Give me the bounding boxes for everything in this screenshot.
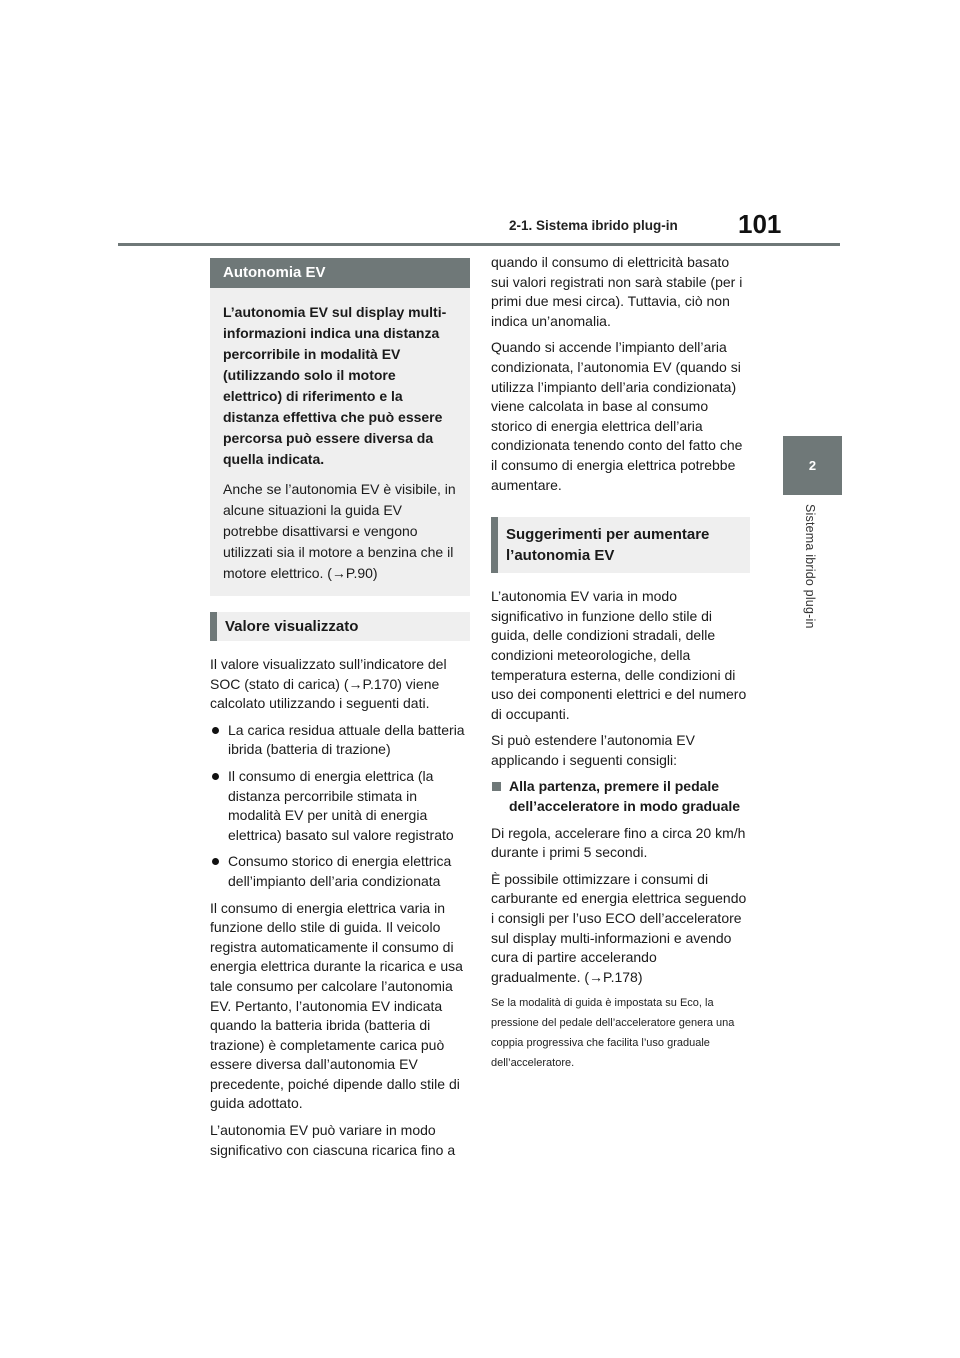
list-item: Consumo storico di energia elettrica dell’impianto dell’aria condizionata — [210, 852, 470, 891]
intro-paragraph: Il valore visualizzato sull’indicatore del SOC (stato di carica) (→P.170) viene calcolato utilizzando i seguenti dati. — [210, 656, 447, 712]
info-box-text: Anche se l’autonomia EV è visibile, in alcune situazioni la guida EV potrebbe disattivarsi e vengono utilizzati sia il motore a benzina che il motore elettrico. (→P.90) — [223, 481, 456, 581]
header-divider — [118, 243, 840, 246]
body-paragraph: L’autonomia EV varia in modo significativo in funzione dello stile di guida, delle condizioni stradali, delle condizioni meteorologiche, della temperatura esterna, delle condizioni di uso dei componenti elettrici e del numero di occupanti. — [491, 588, 747, 722]
list-item: La carica residua attuale della batteria ibrida (batteria di trazione) — [210, 721, 470, 760]
left-column — [210, 258, 470, 1160]
right-column — [491, 253, 750, 1073]
list-item: Il consumo di energia elettrica (la distanza percorribile stimata in modalità EV per unità di energia elettrica) basato sul valore registrato — [210, 767, 470, 845]
info-box-bold-text: L’autonomia EV sul display multi-informazioni indica una distanza percorribile in modalità EV (utilizzando solo il motore elettrico) di riferimento e la distanza effettiva che può essere percorsa può essere diversa da quella indicata. — [223, 304, 447, 467]
heading-autonomia-ev: Autonomia EV — [210, 258, 470, 288]
body-paragraph: quando il consumo di elettricità basato sui valori registrati non sarà stabile (per i primi due mesi circa). Tuttavia, ciò non indica un’anomalia. — [491, 254, 743, 329]
square-bullet-icon — [492, 782, 501, 791]
body-paragraph: Di regola, accelerare fino a circa 20 km/h durante i primi 5 secondi. — [491, 824, 746, 861]
tip-title: Alla partenza, premere il pedale dell’acceleratore in modo graduale — [491, 777, 750, 816]
bullet-icon — [212, 727, 219, 734]
body-paragraph: Il consumo di energia elettrica varia in funzione dello stile di guida. Il veicolo registra automaticamente il consumo di energia elettrica durante la ricarica e usa tale consumo per calcolare l’autonomia EV. Pertanto, l’autonomia EV indicata quando la batteria ibrida (batteria di trazione) è completamente carica può essere diversa dall’autonomia EV precedente, poiché dipende dallo stile di guida adottato. — [210, 899, 463, 1112]
body-paragraph: Si può estendere l’autonomia EV applicando i seguenti consigli: — [491, 732, 695, 768]
body-paragraph: È possibile ottimizzare i consumi di carburante ed energia elettrica seguendo i consigli per l’uso ECO dell’acceleratore sul display multi-informazioni e avendo cura di partire accelerando gradualmente. (→P.178) — [491, 870, 747, 985]
heading-suggerimenti: Suggerimenti per aumentare l’autonomia EV — [491, 517, 750, 573]
bullet-icon — [212, 773, 219, 780]
chapter-tab: 2 — [783, 436, 842, 495]
note-text: Se la modalità di guida è impostata su Eco, la pressione del pedale dell’acceleratore genera una coppia progressiva che facilita l’uso graduale dell’acceleratore. — [491, 997, 735, 1070]
page-number: 101 — [738, 209, 782, 239]
chapter-label: Sistema ibrido plug-in — [803, 504, 817, 629]
bullet-icon — [212, 858, 219, 865]
body-paragraph: L’autonomia EV può variare in modo significativo con ciascuna ricarica fino a — [210, 1122, 456, 1158]
heading-valore-visualizzato: Valore visualizzato — [210, 612, 470, 641]
body-paragraph: Quando si accende l’impianto dell’aria condizionata, l’autonomia EV (quando si utilizza l’impianto dell’aria condizionata) viene calcolata in base al consumo storico di energia elettrica dell’aria condizionata tenendo conto del fatto che il consumo di energia elettrica potrebbe aumentare. — [491, 339, 743, 493]
section-title: 2-1. Sistema ibrido plug-in — [509, 218, 678, 233]
info-box — [210, 288, 470, 596]
